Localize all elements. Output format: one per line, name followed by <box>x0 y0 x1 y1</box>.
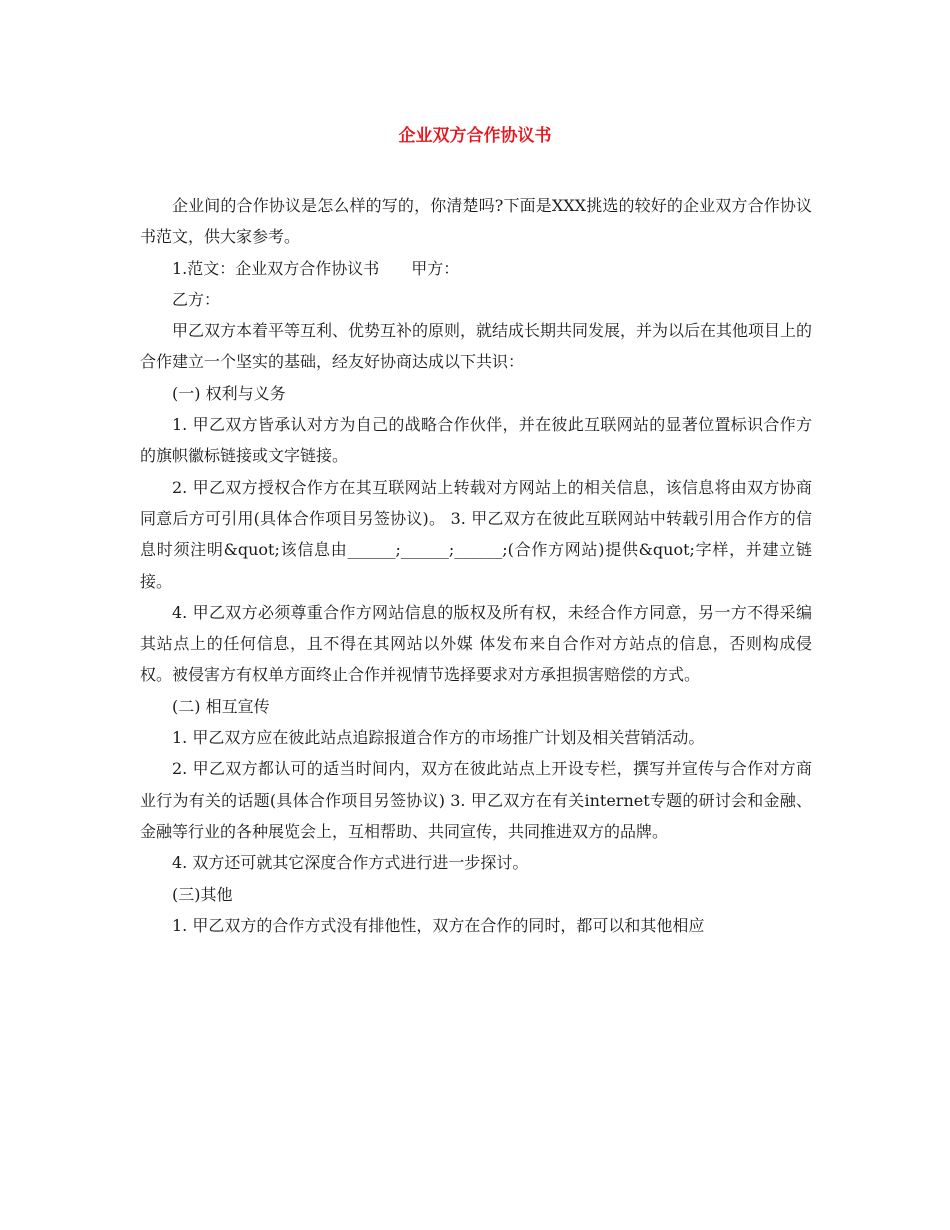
section-heading-promotion: (二) 相互宣传 <box>172 696 270 716</box>
document-body <box>140 190 812 941</box>
paragraph-sample-heading: 1.范文：企业双方合作协议书 甲方： <box>172 258 460 278</box>
paragraph-promotion-2-3: 2. 甲乙双方都认可的适当时间内，双方在彼此站点上开设专栏，撰写并宣传与合作对方商业行为有关的话题(具体合作项目另签协议) 3. 甲乙双方在有关internet专题的研讨会和金融、金融等行业的各种展览会上，互相帮助、共同宣传，共同推进双方的品牌。 <box>140 759 812 841</box>
paragraph-promotion-4: 4. 双方还可就其它深度合作方式进行进一步探讨。 <box>172 853 529 873</box>
document-title: 企业双方合作协议书 <box>398 126 552 146</box>
paragraph-other-1: 1. 甲乙双方的合作方式没有排他性，双方在合作的同时，都可以和其他相应 <box>172 915 705 935</box>
paragraph-rights-4: 4. 甲乙双方必须尊重合作方网站信息的版权及所有权，未经合作方同意，另一方不得采编其站点上的任何信息，且不得在其网站以外媒 体发布来自合作对方站点的信息，否则构成侵权。被侵害方有权单方面终止合作并视情节选择要求对方承担损害赔偿的方式。 <box>140 602 812 685</box>
paragraph-rights-1: 1. 甲乙双方皆承认对方为自己的战略合作伙伴，并在彼此互联网站的显著位置标识合作方的旗帜徽标链接或文字链接。 <box>140 415 812 466</box>
paragraph-intro: 企业间的合作协议是怎么样的写的，你清楚吗?下面是XXX挑选的较好的企业双方合作协议书范文，供大家参考。 <box>140 196 812 247</box>
section-heading-other: (三)其他 <box>172 884 233 904</box>
paragraph-rights-2-3: 2. 甲乙双方授权合作方在其互联网站上转载对方网站上的相关信息，该信息将由双方协商同意后方可引用(具体合作项目另签协议)。 3. 甲乙双方在彼此互联网站中转载引用合作方的信息时须注明&quot;该信息由______;______;______;(合作方网站)提供&quot;字样，并建立链接。 <box>140 477 812 591</box>
paragraph-preamble: 甲乙双方本着平等互利、优势互补的原则，就结成长期共同发展，并为以后在其他项目上的合作建立一个坚实的基础，经友好协商达成以下共识： <box>140 321 813 372</box>
paragraph-promotion-1: 1. 甲乙双方应在彼此站点追踪报道合作方的市场推广计划及相关营销活动。 <box>172 728 705 748</box>
paragraph-party-b: 乙方： <box>172 289 221 309</box>
section-heading-rights: (一) 权利与义务 <box>172 383 286 403</box>
